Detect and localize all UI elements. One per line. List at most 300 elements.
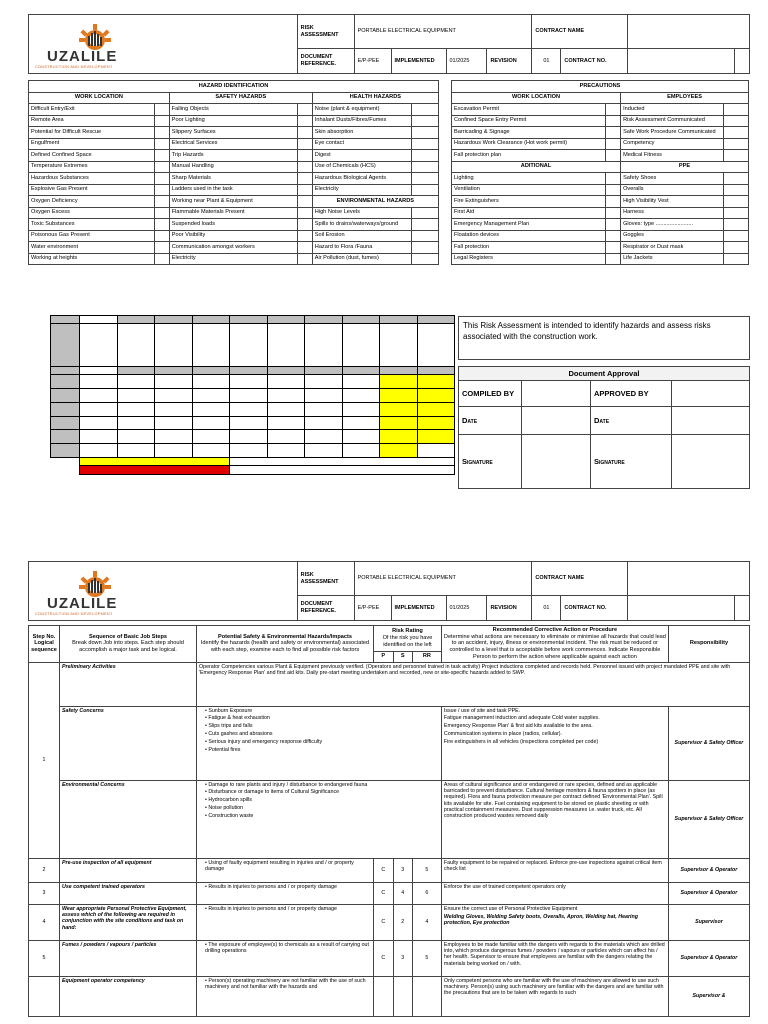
employee-item: Overalls [621,184,724,196]
matrix-cell [342,416,380,430]
matrix-cell [305,389,343,403]
hazard-title: HAZARD IDENTIFICATION [29,81,439,93]
risk-p [374,976,394,1016]
hazard-check[interactable] [412,184,439,196]
hazard-check[interactable] [412,138,439,150]
hazard-health: Eye contact [312,138,411,150]
matrix-cell [417,402,455,416]
employee-item: Medical Fitness [621,150,724,162]
hazard-row [29,104,439,116]
hazard-check[interactable] [154,150,169,162]
hazard-check[interactable] [154,104,169,116]
matrix-cell [305,402,343,416]
matrix-cell [417,324,455,366]
precautions-table [451,80,749,265]
logo-tagline: CONSTRUCTION AND DEVELOPMENT [35,612,113,616]
matrix-cell [417,375,455,389]
precaution-row [452,184,749,196]
hazard-row [29,219,439,231]
hazard-check[interactable] [297,138,312,150]
matrix-legend-swatch [80,466,230,475]
precaution-row [452,242,749,254]
risk-value: PORTABLE ELECTRICAL EQUIPMENT [354,562,532,596]
hazard-check[interactable] [154,138,169,150]
employee-check[interactable] [724,207,749,219]
matrix-row [51,375,455,389]
hazard-check[interactable] [412,150,439,162]
matrix-cell [417,366,455,374]
employee-item: Life Jackets [621,253,724,265]
matrix-cell [267,416,305,430]
hazard-health: Digest [312,150,411,162]
precaution-check[interactable] [606,184,621,196]
precaution-check[interactable] [606,242,621,254]
col-employees: EMPLOYEES [621,92,749,104]
matrix-legend-text [230,466,455,475]
env-concerns-label: Environmental Concerns [60,780,197,858]
implemented-value: 01/2025 [446,596,487,621]
matrix-cell [80,416,118,430]
hazard-check[interactable] [412,161,439,173]
precaution-item: Fall protection [452,242,606,254]
matrix-row [51,444,455,458]
contract-no-label: CONTRACT NO. [561,49,628,74]
precaution-item: Fall protection plan [452,150,606,162]
matrix-cell [155,430,193,444]
precaution-check[interactable] [606,253,621,265]
hazard-row [29,230,439,242]
job-step-action: Faulty equipment to be repaired or replaced. Enforce pre-use inspections against critical item check list [441,858,668,882]
hazard-health: Skin absorption [312,127,411,139]
hazard-check[interactable] [297,219,312,231]
risk-p: C [374,882,394,904]
matrix-cell [230,416,268,430]
hazard-check[interactable] [297,127,312,139]
matrix-cell [51,324,80,366]
safety-action-item: Issue / use of site and task PPE. [443,707,521,714]
logo-wordmark: UZALILE [47,48,118,65]
matrix-cell [230,375,268,389]
hazard-check[interactable] [297,196,312,208]
job-step-row [29,940,750,976]
matrix-cell [51,316,80,324]
matrix-cell [342,316,380,324]
safety-hazard-item: • Potential fires [205,747,439,753]
employee-check[interactable] [724,150,749,162]
hazard-health: Use of Chemicals (HCS) [312,161,411,173]
employee-check[interactable] [724,184,749,196]
hazard-check[interactable] [412,127,439,139]
hazard-work-location: Explosive Gas Present [29,184,155,196]
matrix-cell [155,416,193,430]
matrix-cell [417,444,455,458]
matrix-cell [267,389,305,403]
matrix-cell [80,375,118,389]
safety-actions [441,706,668,780]
matrix-cell [192,375,230,389]
precaution-row [452,138,749,150]
safety-hazard-item: • Sunburn Exposure [205,708,439,714]
employee-check[interactable] [724,138,749,150]
matrix-cell [417,389,455,403]
hazard-health: Electricity [312,184,411,196]
hazard-check[interactable] [154,230,169,242]
step-number: 1 [29,662,60,858]
hazard-work-location: Poisonous Gas Present [29,230,155,242]
job-step-hazard [197,882,374,904]
company-logo-2 [29,565,179,617]
hazard-check[interactable] [154,196,169,208]
job-step-name: Fumes / powders / vapours / particles [60,940,197,976]
matrix-cell [155,402,193,416]
hazard-check[interactable] [154,219,169,231]
matrix-cell [80,316,118,324]
matrix-cell [117,316,155,324]
precaution-item: Ventilation [452,184,606,196]
col-responsibility: Responsibility [668,626,749,663]
matrix-cell [230,324,268,366]
matrix-cell [80,366,118,374]
docref-value: E/P-PEE [354,49,391,74]
env-hazards-title: ENVIRONMENTAL HAZARDS [312,196,438,208]
precaution-check[interactable] [606,219,621,231]
matrix-cell [155,389,193,403]
matrix-cell [192,366,230,374]
matrix-cell [117,416,155,430]
hazard-check[interactable] [412,115,439,127]
matrix-cell [155,324,193,366]
col-safety-hazards: SAFETY HAZARDS [169,92,312,104]
revision-value: 01 [532,49,561,74]
env-hazard-item: • Damage to rare plants and injury / disturbance to endangered fauna [205,782,439,788]
job-step-number: 2 [29,858,60,882]
docref-label: DOCUMENT REFERENCE. [297,49,354,74]
risk-label: RISK ASSESSMENT [297,15,354,49]
matrix-row [51,324,455,366]
compiled-date-value[interactable] [522,407,591,435]
revision-label: REVISION [487,596,532,621]
hazard-check[interactable] [154,184,169,196]
hazard-check[interactable] [297,184,312,196]
job-step-action: Only competent persons who are familiar with the use of machinery are allowed to use such machinery. Person(s) using such machinery are familiar with the dangers and are familiar with the precautions that are to be taken with regards to such [441,976,668,1016]
matrix-cell [117,375,155,389]
precaution-check[interactable] [606,127,621,139]
compiled-signature-value[interactable] [522,435,591,489]
matrix-cell [417,416,455,430]
hazard-work-location: Hazardous Substances [29,173,155,185]
precaution-item: Excavation Permit [452,104,606,116]
job-step-hazard-item: • The exposure of employee(s) to chemicals as a result of carrying out drilling operations [205,942,371,955]
env-actions: Areas of cultural significance and or endangered or rare species, defined and as applicable barricaded to prevent disturbance. Cultural heritage monitors & fauna spotters in place (as required). Flora and fauna protection measure per contract defined 'Environmental Plan'. Spill kits available for site. Fuel containing equipment to be stored on plastic sheeting or with practical containment measures. Dust suppression measures i.e. water truck, etc. All construction produced wastes removed daily [441,780,668,858]
safety-hazard-item: • Cuts gashes and abrasions [205,731,439,737]
employee-check[interactable] [724,230,749,242]
precaution-check[interactable] [606,150,621,162]
env-hazard-item: • Noise pollution [205,805,439,811]
hazard-health: Inhalant Dusts/Fibres/Fumes [312,115,411,127]
matrix-legend-text [230,457,455,465]
col-risk-rating: Risk Rating Of the risk you have identified on the left [374,626,442,652]
hazard-work-location: Potential for Difficult Rescue [29,127,155,139]
job-step-hazard [197,940,374,976]
matrix-cell [230,389,268,403]
risk-s: 2 [393,904,412,940]
matrix-cell [342,324,380,366]
employee-check[interactable] [724,115,749,127]
hazard-check[interactable] [412,173,439,185]
safety-concerns-label: Safety Concerns [60,706,197,780]
contract-name-value [628,15,750,49]
precaution-item: Hazardous Work Clearance (Hot work permit) [452,138,606,150]
hazard-safety: Working near Plant & Equipment [169,196,297,208]
contract-no-label: CONTRACT NO. [561,596,628,621]
safety-hazard-item: • Fatigue & heat exhaustion [205,715,439,721]
employee-check[interactable] [724,253,749,265]
hazard-health: Soil Erosion [312,230,411,242]
hazard-work-location: Water environment [29,242,155,254]
employee-check[interactable] [724,219,749,231]
hazard-check[interactable] [154,173,169,185]
matrix-cell [305,444,343,458]
matrix-legend-row [51,457,455,465]
job-step-row [29,858,750,882]
job-step-number: 4 [29,904,60,940]
precaution-item: Confined Space Entry Permit [452,115,606,127]
matrix-cell [380,324,418,366]
job-step-responsibility: Supervisor & Operator [668,858,749,882]
precaution-item: Floatation devices [452,230,606,242]
matrix-cell [267,366,305,374]
compiled-by-value[interactable] [522,381,591,407]
matrix-cell [80,430,118,444]
matrix-cell [192,324,230,366]
hazard-check[interactable] [297,104,312,116]
matrix-cell [80,444,118,458]
employee-check[interactable] [724,196,749,208]
risk-rr: 4 [412,904,441,940]
approved-date-value[interactable] [672,407,750,435]
employee-check[interactable] [724,104,749,116]
risk-s: 3 [393,940,412,976]
matrix-cell [192,389,230,403]
hazard-safety: Manual Handling [169,161,297,173]
matrix-cell [230,366,268,374]
precaution-row [452,150,749,162]
safety-hazard-item: • Serious injury and emergency response difficulty [205,739,439,745]
job-step-hazard [197,904,374,940]
intro-text: This Risk Assessment is intended to identify hazards and assess risks associated with the construction work. [458,316,750,360]
hazard-check[interactable] [297,115,312,127]
col-s: S [393,651,412,662]
job-step-action: Ensure the correct use of Personal Protective Equipment Welding Gloves, Welding Safety boots, Overalls, Apron, Welding hat, Hearing protection, Eye protection [441,904,668,940]
header-block-1 [28,14,750,74]
matrix-cell [380,416,418,430]
hazard-check[interactable] [154,242,169,254]
precaution-item: Legal Registers [452,253,606,265]
approved-by-label: APPROVED BY [591,381,672,407]
hazard-check[interactable] [297,242,312,254]
logo-tagline: CONSTRUCTION AND DEVELOPMENT [35,65,113,69]
hazard-check[interactable] [297,230,312,242]
implemented-value: 01/2025 [446,49,487,74]
precaution-row [452,104,749,116]
implemented-label: IMPLEMENTED [391,49,446,74]
risk-s: 3 [393,858,412,882]
env-hazards-list [197,780,442,858]
hazard-safety: Suspended loads [169,219,297,231]
precaution-check[interactable] [606,207,621,219]
job-step-row [29,882,750,904]
matrix-cell [342,402,380,416]
matrix-cell [267,444,305,458]
hazard-row [29,196,439,208]
hazard-health: Spills to drains/waterways/ground [312,219,411,231]
job-step-name: Use competent trained operators [60,882,197,904]
revision-value: 01 [532,596,561,621]
hazard-check[interactable] [154,115,169,127]
matrix-cell [117,324,155,366]
precaution-item: First Aid [452,207,606,219]
gear-logo-icon [77,22,113,50]
hazard-safety: Electrical Services [169,138,297,150]
risk-rr: 5 [412,940,441,976]
hazard-check[interactable] [412,230,439,242]
matrix-cell [380,430,418,444]
docref-value: E/P-PEE [354,596,391,621]
precaution-item: Fire Extinguishers [452,196,606,208]
approved-signature-value[interactable] [672,435,750,489]
hazard-check[interactable] [297,150,312,162]
safety-action-item: Fatigue management induction and adequate Cold water supplies. [443,715,600,722]
safety-hazards-list [197,706,442,780]
header-block-2 [28,561,750,621]
risk-s [393,976,412,1016]
job-step-name: Wear appropriate Personal Protective Equipment, assess which of the following are required in conjunction with the site conditions and task on hand: [60,904,197,940]
hazard-work-location: Temperature Extremes [29,161,155,173]
matrix-cell [117,444,155,458]
matrix-cell [51,402,80,416]
hazard-row [29,138,439,150]
hazard-safety: Electricity [169,253,297,265]
job-step-action: Enforce the use of trained competent operators only [441,882,668,904]
hazard-check[interactable] [154,207,169,219]
logo-cell [29,15,298,74]
matrix-cell [305,416,343,430]
hazard-check[interactable] [297,253,312,265]
job-step-number: 5 [29,940,60,976]
col-health-hazards: HEALTH HAZARDS [312,92,438,104]
matrix-cell [380,389,418,403]
precaution-check[interactable] [606,115,621,127]
matrix-row [51,389,455,403]
risk-value: PORTABLE ELECTRICAL EQUIPMENT [354,15,532,49]
precaution-subheader [452,161,749,173]
contract-no-value [628,596,735,621]
hazard-row [29,184,439,196]
env-hazard-item: • Construction waste [205,813,439,819]
precaution-check[interactable] [606,138,621,150]
hazard-check[interactable] [412,104,439,116]
job-step-name: Pre-use inspection of all equipment [60,858,197,882]
risk-matrix [50,315,455,475]
safety-hazard-item: • Slips trips and falls [205,723,439,729]
matrix-cell [155,375,193,389]
hazard-check[interactable] [412,207,439,219]
job-step-responsibility: Supervisor & Operator [668,940,749,976]
matrix-cell [267,316,305,324]
precaution-row [452,207,749,219]
matrix-cell [305,324,343,366]
revision-label: REVISION [487,49,532,74]
approval-title: Document Approval [459,367,750,381]
hazard-check[interactable] [297,161,312,173]
prelim-label: Preliminary Activities [60,662,197,706]
job-steps-table [28,625,750,1024]
hazard-check[interactable] [154,127,169,139]
risk-p: C [374,940,394,976]
matrix-cell [380,402,418,416]
job-step-hazard [197,976,374,1016]
employee-check[interactable] [724,173,749,185]
compiled-signature-label: Signature [459,435,522,489]
logo-cell-2 [29,562,298,621]
matrix-cell [117,430,155,444]
employee-item: Respirator or Dust mask [621,242,724,254]
matrix-cell [342,375,380,389]
precaution-check[interactable] [606,196,621,208]
matrix-cell [80,324,118,366]
hazard-health: Air Pollution (dust, fumes) [312,253,411,265]
hazard-work-location: Oxygen Deficiency [29,196,155,208]
matrix-cell [51,375,80,389]
matrix-cell [230,402,268,416]
employee-check[interactable] [724,127,749,139]
hazard-check[interactable] [412,219,439,231]
job-step-name: Equipment operator competency [60,976,197,1016]
hazard-check[interactable] [154,161,169,173]
hazard-safety: Slippery Surfaces [169,127,297,139]
hazard-check[interactable] [154,253,169,265]
hazard-check[interactable] [297,207,312,219]
safety-responsibility: Supervisor & Safety Officer [668,706,749,780]
job-step-action: Employees to be made familiar with the dangers with regards to the materials which are drilled into, which produce dangerous fumes / powders / vapours or particles which can affect his / her health. Supervisor to ensure that employees are familiar with the dangers relating the materials being worked on / with. [441,940,668,976]
precaution-check[interactable] [606,173,621,185]
matrix-legend-swatch [80,457,230,465]
precaution-row [452,127,749,139]
precaution-check[interactable] [606,104,621,116]
hazard-check[interactable] [412,242,439,254]
risk-s: 4 [393,882,412,904]
precaution-check[interactable] [606,230,621,242]
employee-item: Safety Shoes [621,173,724,185]
env-responsibility: Supervisor & Safety Officer [668,780,749,858]
col-work-location: WORK LOCATION [29,92,170,104]
employee-check[interactable] [724,242,749,254]
col-p: P [374,651,394,662]
matrix-cell [380,444,418,458]
hazard-row [29,115,439,127]
matrix-cell [342,366,380,374]
matrix-cell [342,444,380,458]
employee-item: High Visibility Vest [621,196,724,208]
matrix-cell [155,366,193,374]
hazard-row [29,207,439,219]
job-step-hazard-item: • Results in injuries to persons and / or property damage [205,906,371,912]
hazard-work-location: Defined Confined Space [29,150,155,162]
hazard-check[interactable] [412,253,439,265]
approved-by-value[interactable] [672,381,750,407]
matrix-cell [267,430,305,444]
hazard-check[interactable] [297,173,312,185]
